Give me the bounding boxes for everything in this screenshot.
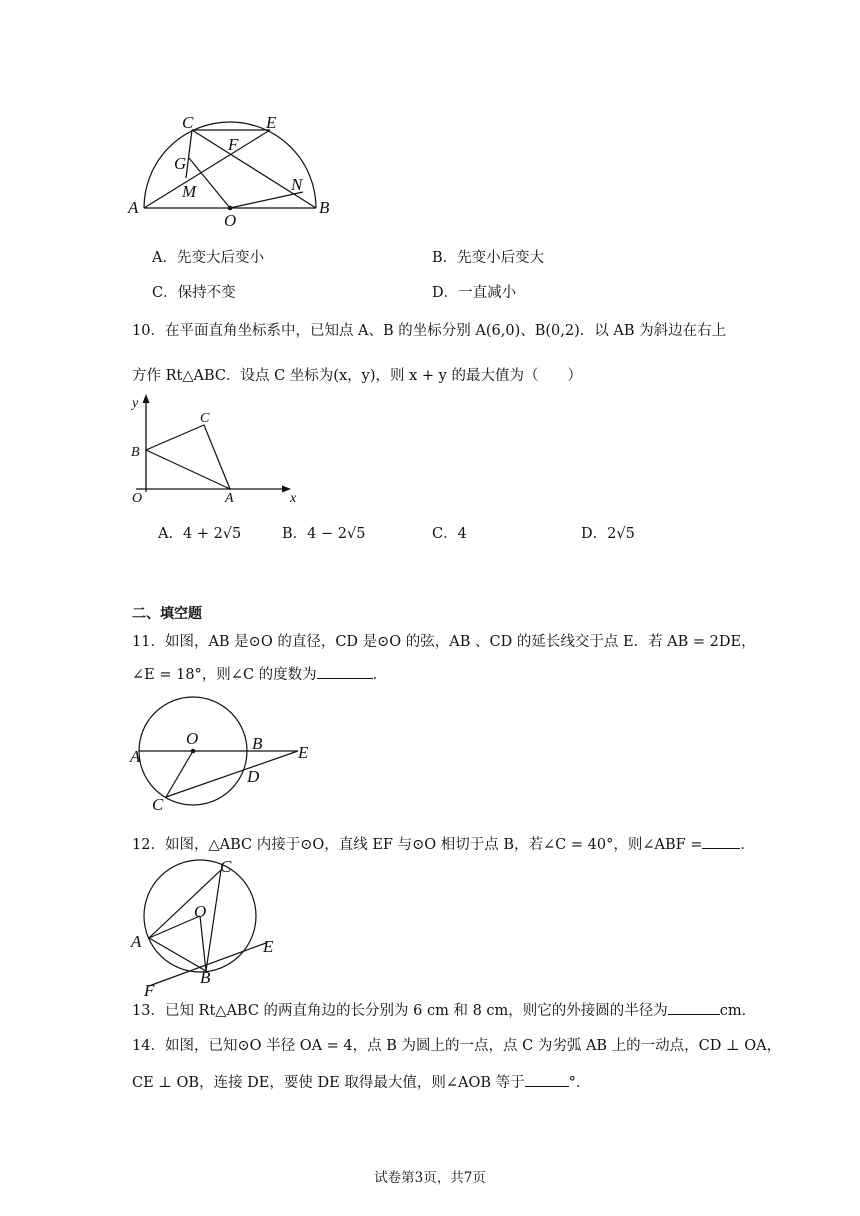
q10-triangle-ABC [146,425,230,489]
q12-line-OB [200,916,206,971]
q10-option-d: D．2√5 [581,526,635,542]
q9-line-CB [192,130,316,208]
q11-line1: 11．如图，AB 是⊙O 的直径，CD 是⊙O 的弦，AB 、CD 的延长线交于点 E．若 AB = 2DE， [132,634,756,650]
q9-line-CM [186,130,192,178]
page-footer: 试卷第3页，共7页 [374,1170,486,1186]
q10-y-arrow [143,394,150,403]
q12-label-C: C [220,857,232,876]
q11-figure [126,694,326,812]
q9-option-c: C．保持不变 [152,285,236,301]
q13-line1: 13．已知 Rt△ABC 的两直角边的长分别为 6 cm 和 8 cm，则它的外接圆的半径为 cm． [132,1000,756,1021]
q9-label-E: E [266,113,277,132]
q9-label-A: A [128,198,139,217]
q9-option-a: A．先变大后变小 [152,250,264,266]
q9-line-ON [230,192,303,208]
q10-label-A: A [225,491,234,506]
q9-label-B: B [319,198,330,217]
q10-option-c: C．4 [432,526,467,542]
q11-line-CE [166,751,298,797]
q11-label-O: O [186,729,199,748]
q11-center-dot [191,749,196,754]
q12-line-OA [149,916,200,938]
q11-line-OC [166,751,193,797]
q10-option-b: B．4 − 2√5 [282,526,366,542]
q12-triangle-ABC [149,870,221,971]
q10-label-x: x [290,491,297,506]
q12-answer-blank[interactable] [702,834,740,849]
q10-line1: 10．在平面直角坐标系中，已知点 A、B 的坐标分别 A(6,0)、B(0,2)．以 AB 为斜边在右上 [132,323,727,339]
q11-label-E: E [298,743,309,762]
q10-label-y: y [132,396,139,411]
q9-label-G: G [174,154,187,173]
q10-label-O: O [132,491,143,506]
q9-line-AE [144,130,270,208]
q13-answer-blank[interactable] [668,1000,720,1015]
q9-option-d: D．一直减小 [432,285,517,301]
q9-label-F: F [228,135,239,154]
q10-option-a: A．4 + 2√5 [158,526,242,542]
q11-label-A: A [130,747,141,766]
q12-label-B: B [200,968,211,987]
q9-option-b: B．先变小后变大 [432,250,545,266]
section-title-fill-in: 二、填空题 [132,606,202,622]
q14-line1: 14．如图，已知⊙O 半径 OA = 4，点 B 为圆上的一点，点 C 为劣弧 AB 上的一动点，CD ⊥ OA， [132,1038,782,1054]
q12-label-E: E [263,937,274,956]
q11-answer-blank[interactable] [317,664,373,679]
q11-label-D: D [247,767,260,786]
q10-label-B: B [131,445,140,460]
q11-label-C: C [152,795,164,814]
q14-line2: CE ⊥ OB，连接 DE，要使 DE 取得最大值，则∠AOB 等于 °． [132,1072,590,1093]
q11-line2: ∠E = 18°，则∠C 的度数为 ． [132,664,387,685]
q10-line2: 方作 Rt△ABC．设点 C 坐标为(x，y)，则 x + y 的最大值为（ ） [132,368,582,384]
q9-label-M: M [182,182,197,201]
q14-answer-blank[interactable] [525,1072,569,1087]
q12-line1: 12．如图，△ABC 内接于⊙O，直线 EF 与⊙O 相切于点 B，若∠C = 40°，则∠ABF = ． [132,834,755,855]
q12-label-F: F [144,981,155,1000]
q12-label-A: A [131,932,142,951]
q9-center-dot [228,206,233,211]
q10-figure [126,392,316,504]
q11-label-B: B [252,734,263,753]
q10-label-C: C [200,411,210,426]
q9-label-O: O [224,211,237,230]
q12-figure [126,856,286,1000]
q9-figure [120,108,340,228]
q9-label-C: C [182,113,194,132]
q12-label-O: O [194,902,207,921]
q9-label-N: N [291,175,303,194]
